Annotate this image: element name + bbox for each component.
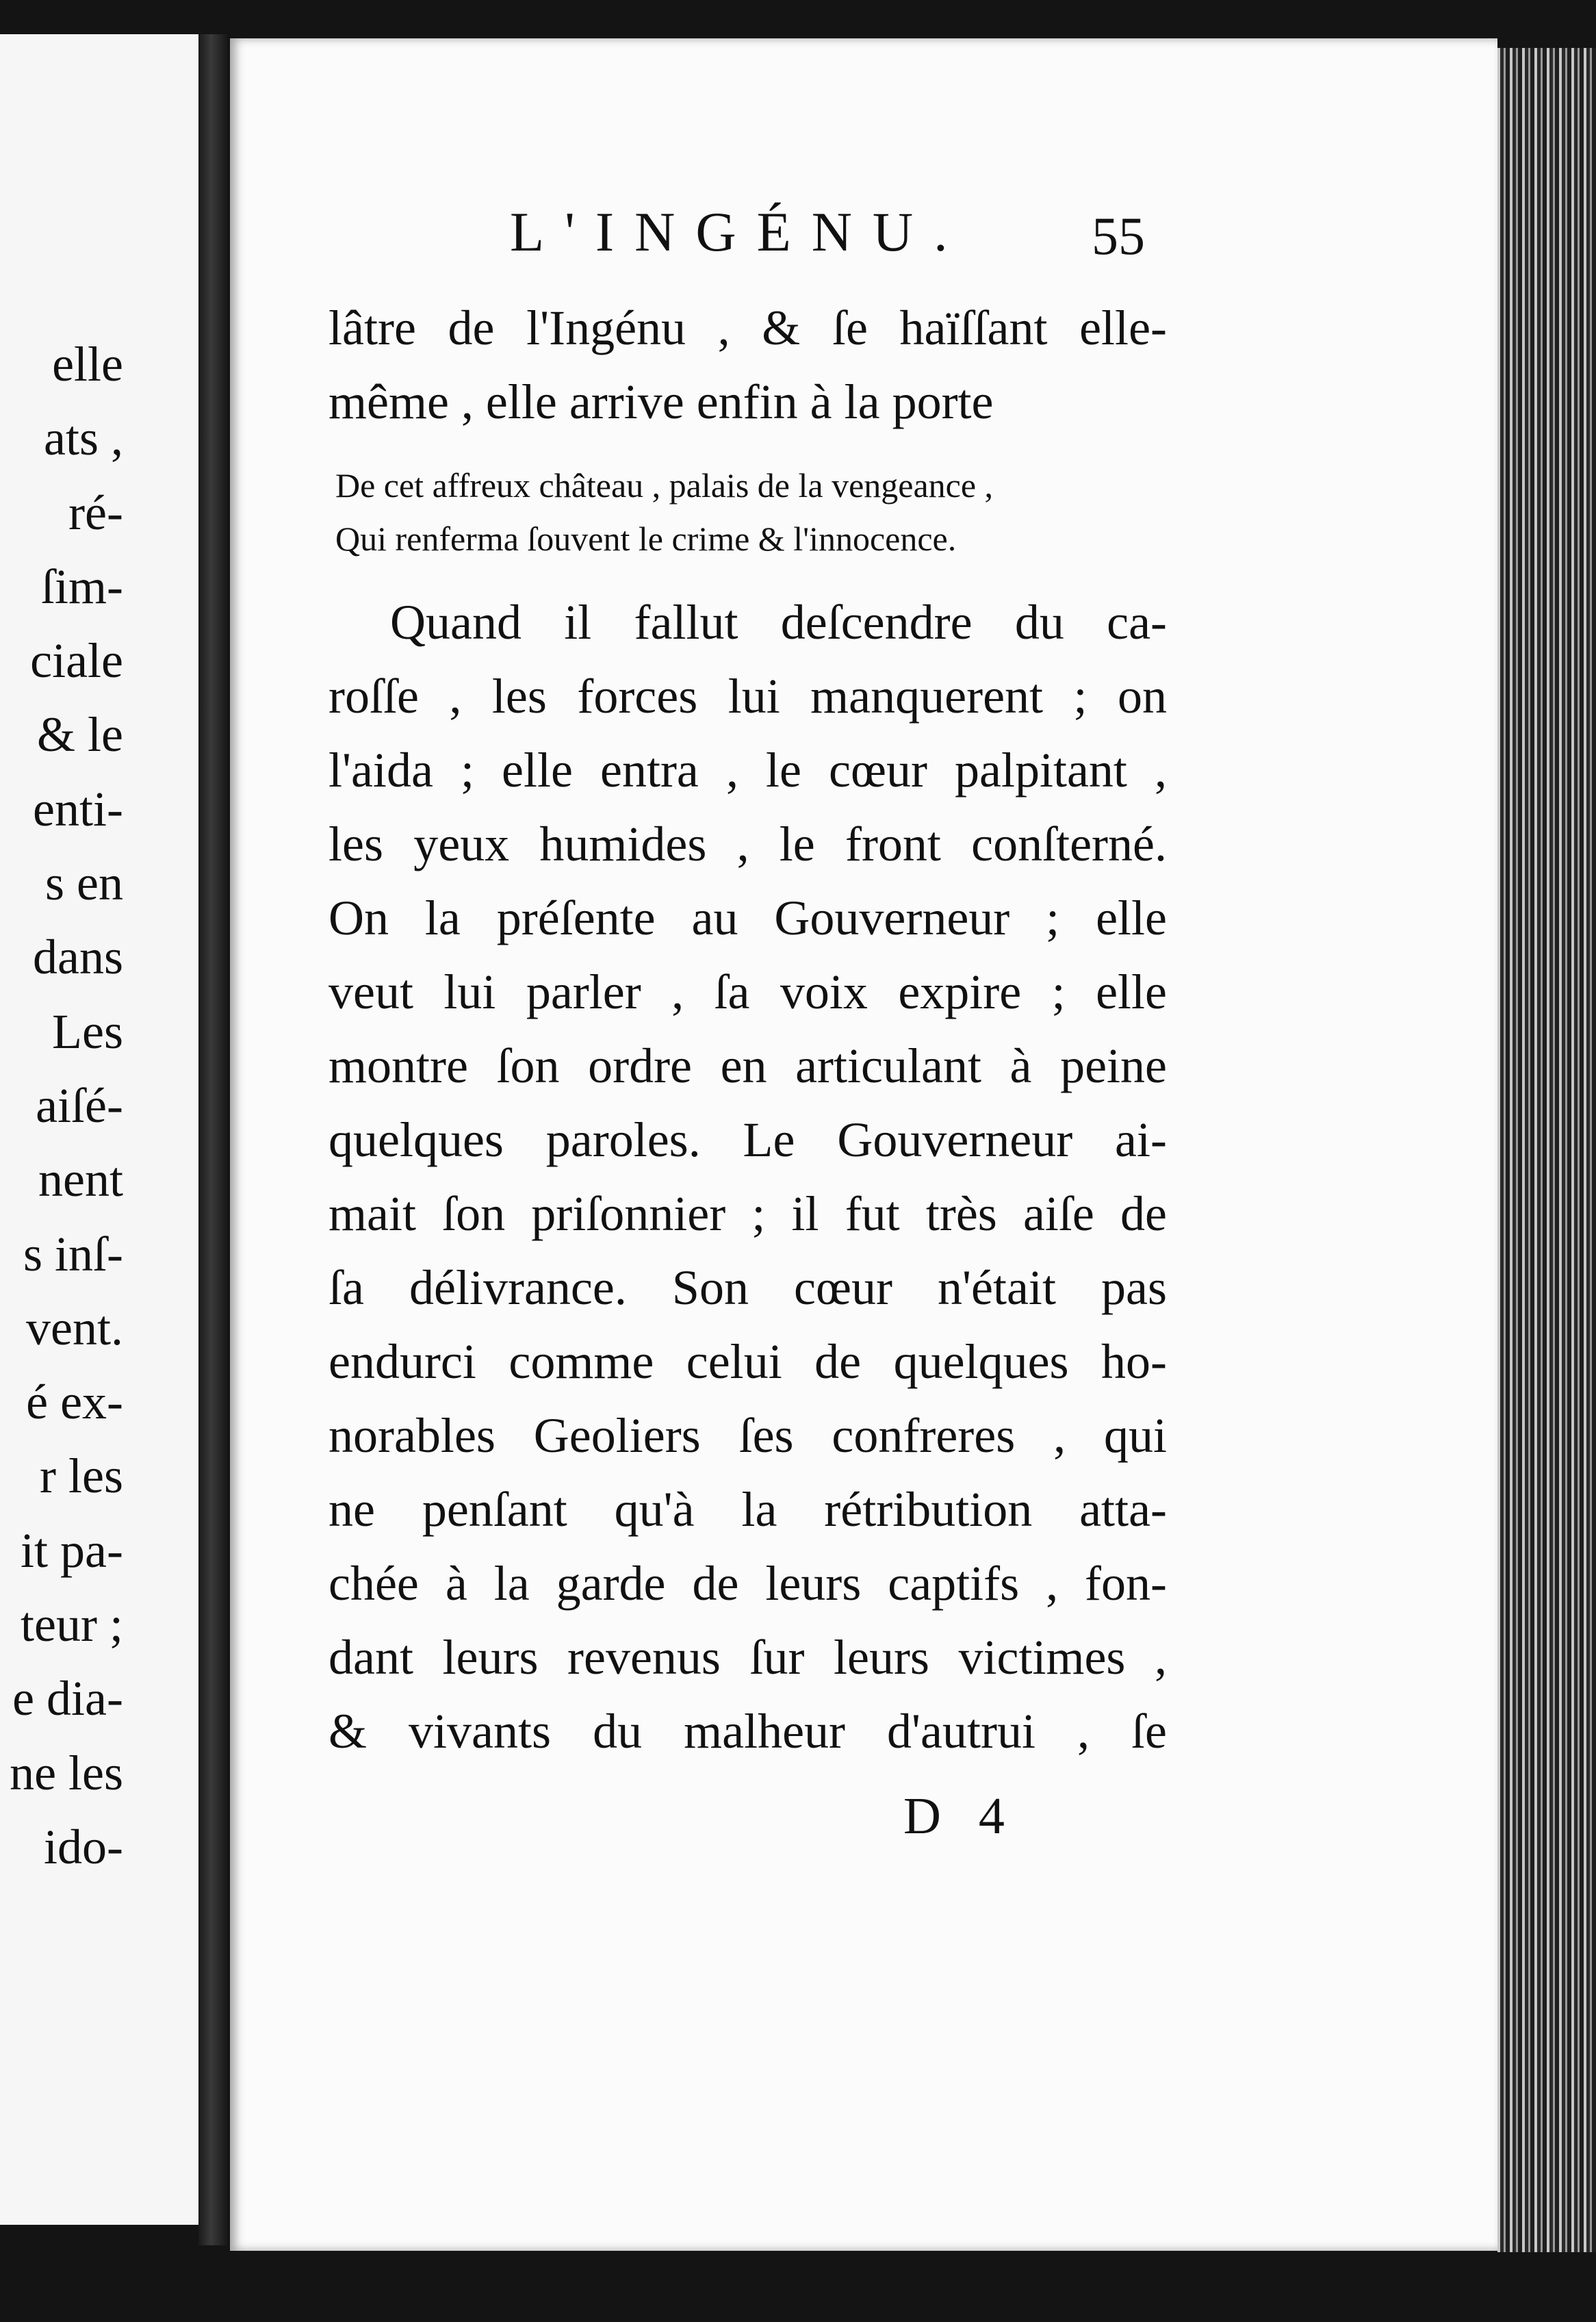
page-number: 55 (1092, 206, 1145, 266)
running-head-title: L'INGÉNU. (510, 201, 968, 263)
text-line: elle (52, 337, 123, 392)
text-line: it pa- (21, 1522, 123, 1578)
text-line: endurci comme celui de quelques ho- (329, 1334, 1167, 1389)
text-line: r les (40, 1449, 123, 1504)
text-line: les yeux humides , le front conſterné. (329, 817, 1167, 871)
book-gutter (198, 34, 230, 2245)
text-line: ré- (68, 485, 123, 540)
signature-mark: D 4 (903, 1787, 1017, 1845)
text-line: ciale (30, 633, 123, 689)
text-line: ſa délivrance. Son cœur n'était pas (329, 1260, 1167, 1315)
text-line: s inſ- (23, 1226, 123, 1281)
text-line: On la préſente au Gouverneur ; elle (329, 891, 1167, 945)
verse-line: De cet affreux château , palais de la vengeance , (335, 466, 994, 505)
previous-page (0, 34, 205, 2225)
text-line: nent (38, 1152, 123, 1208)
text-line: aiſé- (36, 1077, 123, 1133)
text-line: ſim- (41, 559, 123, 614)
text-line: & vivants du malheur d'autrui , ſe (329, 1704, 1167, 1759)
verse-quotation (335, 459, 1122, 565)
text-line: vent. (26, 1300, 123, 1355)
text-line: mait ſon priſonnier ; il fut très aiſe de (329, 1186, 1167, 1241)
paragraph-continuation (329, 291, 1167, 439)
text-line: Quand il fallut deſcendre du ca- (390, 595, 1167, 650)
previous-page-text (10, 327, 123, 1884)
text-line: norables Geoliers ſes confreres , qui (329, 1408, 1167, 1463)
text-line: lâtre de l'Ingénu , & ſe haïſſant elle- (329, 301, 1167, 355)
text-line: ne penſant qu'à la rétribution atta- (329, 1482, 1167, 1537)
text-line: même , elle arrive enfin à la porte (329, 374, 994, 429)
page-edges (1497, 48, 1596, 2252)
verse-line: Qui renferma ſouvent le crime & l'innocence. (335, 520, 957, 558)
text-line: Les (52, 1004, 123, 1059)
text-line: enti- (33, 781, 123, 837)
text-line: ats , (44, 411, 123, 466)
text-line: l'aida ; elle entra , le cœur palpitant , (329, 743, 1167, 798)
text-line: teur ; (21, 1597, 123, 1653)
text-line: s en (45, 856, 123, 911)
text-line: montre ſon ordre en articulant à peine (329, 1038, 1167, 1093)
text-line: dans (33, 930, 123, 985)
text-line: ne les (10, 1745, 123, 1800)
text-line: veut lui parler , ſa voix expire ; elle (329, 965, 1167, 1019)
text-line: é ex- (26, 1375, 123, 1430)
text-line: & le (37, 707, 123, 763)
running-head (510, 200, 1126, 268)
text-line: dant leurs revenus ſur leurs victimes , (329, 1630, 1167, 1685)
text-line: e dia- (12, 1671, 123, 1726)
text-line: roſſe , les forces lui manquerent ; on (329, 669, 1167, 724)
text-line: ido- (44, 1819, 123, 1874)
text-line: quelques paroles. Le Gouverneur ai- (329, 1112, 1167, 1167)
text-line: chée à la garde de leurs captifs , fon- (329, 1556, 1167, 1611)
paragraph (329, 585, 1167, 1768)
